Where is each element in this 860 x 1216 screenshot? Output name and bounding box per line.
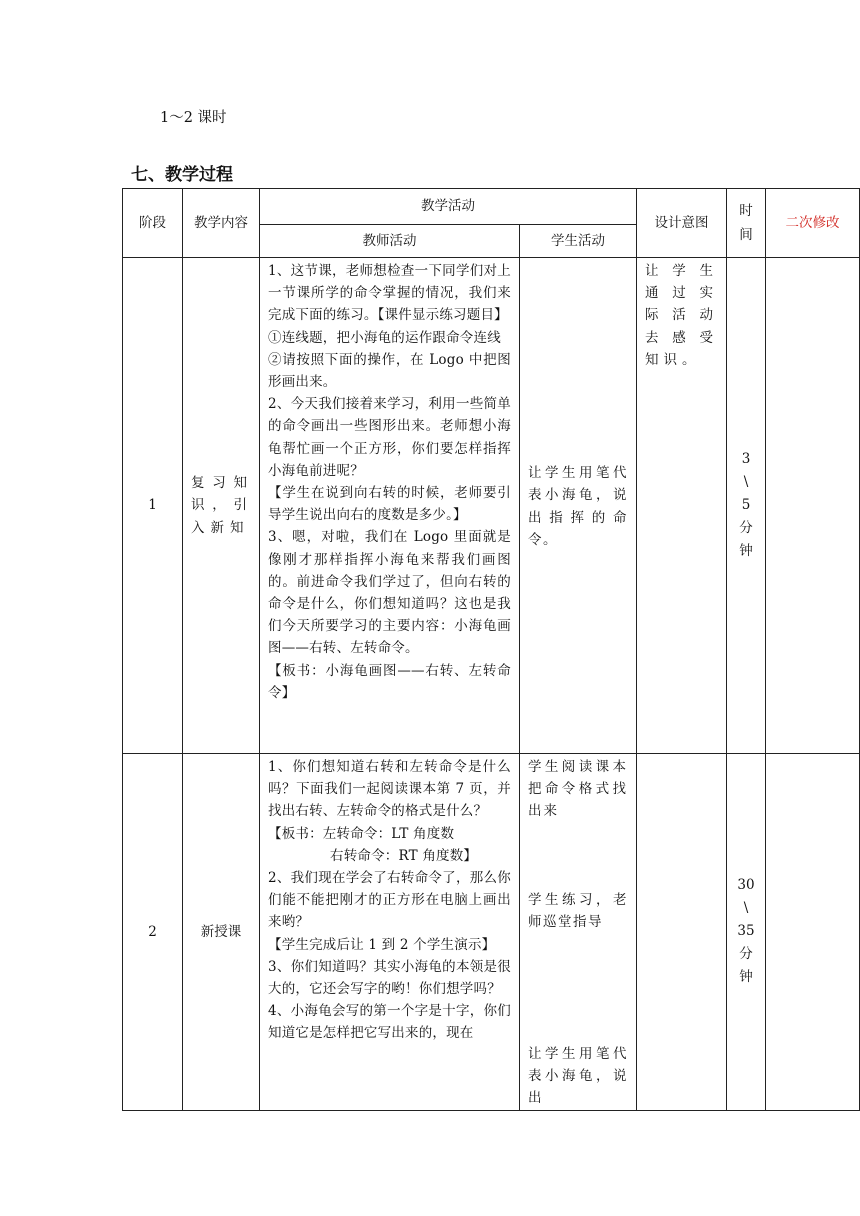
time-char: 30: [737, 877, 755, 894]
time-cell: [727, 258, 766, 754]
header-stage: 阶段: [123, 189, 183, 258]
teacher-paragraph: ①连线题，把小海龟的运作跟命令连线: [268, 329, 501, 346]
teacher-paragraph: 2、今天我们接着来学习，利用一些简单的命令画出一些图形出来。老师想小海龟帮忙画一个正方形，你们要怎样指挥小海龟前进呢？: [268, 396, 511, 479]
teacher-paragraph: 右转命令：RT 角度数】: [330, 847, 478, 864]
time-char: 钟: [739, 969, 753, 986]
time-char: 5: [741, 497, 751, 513]
table-row: [123, 258, 860, 754]
stage-cell: 2: [123, 754, 183, 1111]
header-time: 时间: [727, 189, 766, 258]
stage-cell: 1: [123, 258, 183, 754]
time-char: \: [743, 900, 749, 917]
teacher-paragraph: 3、嗯，对啦，我们在 Logo 里面就是像刚才那样指挥小海龟来帮我们画图的。前进命令我们学过了，但向右转的命令是什么，你们想知道吗？这也是我们今天所要学习的主要内容：小海龟画图——右转、左转命令。: [268, 529, 511, 657]
header-student: 学生活动: [520, 225, 637, 258]
time-char: 分: [739, 520, 753, 536]
teacher-paragraph: 1、你们想知道右转和左转命令是什么吗？下面我们一起阅读课本第 7 页，并找出右转、左转命令的格式是什么？: [268, 759, 511, 820]
student-activity-cell: [520, 258, 637, 754]
time-char: 分: [739, 946, 753, 963]
teacher-paragraph: ②请按照下面的操作，在 Logo 中把图形画出来。: [268, 351, 511, 391]
header-content: 教学内容: [183, 189, 260, 258]
time-char: 钟: [739, 543, 753, 559]
teacher-paragraph: 3、你们知道吗？其实小海龟的本领是很大的，它还会写字的哟！你们想学吗？: [268, 958, 511, 998]
content-cell: 新授课: [183, 754, 260, 1111]
time-char: \: [743, 474, 749, 490]
teacher-activity-cell: [260, 754, 520, 1111]
revise-cell: [766, 258, 860, 754]
header-activity: 教学活动: [260, 189, 637, 225]
intent-cell: [637, 258, 727, 754]
header-teacher: 教师活动: [260, 225, 520, 258]
teacher-paragraph: 【学生在说到向右转的时候，老师要引导学生说出向右的度数是多少。】: [268, 485, 511, 524]
header-intent: 设计意图: [637, 189, 727, 258]
teacher-paragraph: 【学生完成后让 1 到 2 个学生演示】: [268, 936, 496, 953]
teacher-paragraph: 1、这节课，老师想检查一下同学们对上一节课所学的命令掌握的情况，我们来完成下面的练习。【课件显示练习题目】: [268, 263, 511, 324]
teacher-paragraph: 4、小海龟会写的第一个字是十字，你们知道它是怎样把它写出来的，现在: [268, 1003, 511, 1042]
content-cell: 复习知识，引入新知: [183, 258, 260, 754]
teacher-paragraph: 2、我们现在学会了右转命令了，那么你们能不能把刚才的正方形在电脑上画出来哟？: [268, 870, 511, 931]
revise-cell: [766, 754, 860, 1111]
teacher-paragraph: 【板书：左转命令：LT 角度数: [268, 825, 455, 842]
teacher-paragraph: 【板书：小海龟画图——右转、左转命令】: [268, 662, 511, 701]
teacher-activity-cell: [260, 258, 520, 754]
intent-cell: [637, 754, 727, 1111]
section-title: 七、教学过程: [131, 165, 233, 185]
class-hours: 1～2 课时: [160, 110, 227, 126]
time-cell: [727, 754, 766, 1111]
student-paragraph: 让学生用笔代表小海龟，说出: [528, 1046, 628, 1107]
header-revise: 二次修改: [766, 189, 860, 258]
student-paragraph: 让学生用笔代表小海龟，说出指挥的命令。: [528, 465, 628, 548]
time-char: 3: [741, 451, 751, 467]
time-char: 35: [737, 923, 755, 940]
teaching-process-table: [122, 188, 860, 1111]
table-row: [123, 754, 860, 1111]
intent-paragraph: 让学生通过实际活动去感受知识。: [645, 263, 718, 368]
student-paragraph: 学生阅读课本把命令格式找出来: [528, 759, 628, 820]
student-activity-cell: [520, 754, 637, 1111]
student-paragraph: 学生练习，老师巡堂指导: [528, 891, 628, 930]
